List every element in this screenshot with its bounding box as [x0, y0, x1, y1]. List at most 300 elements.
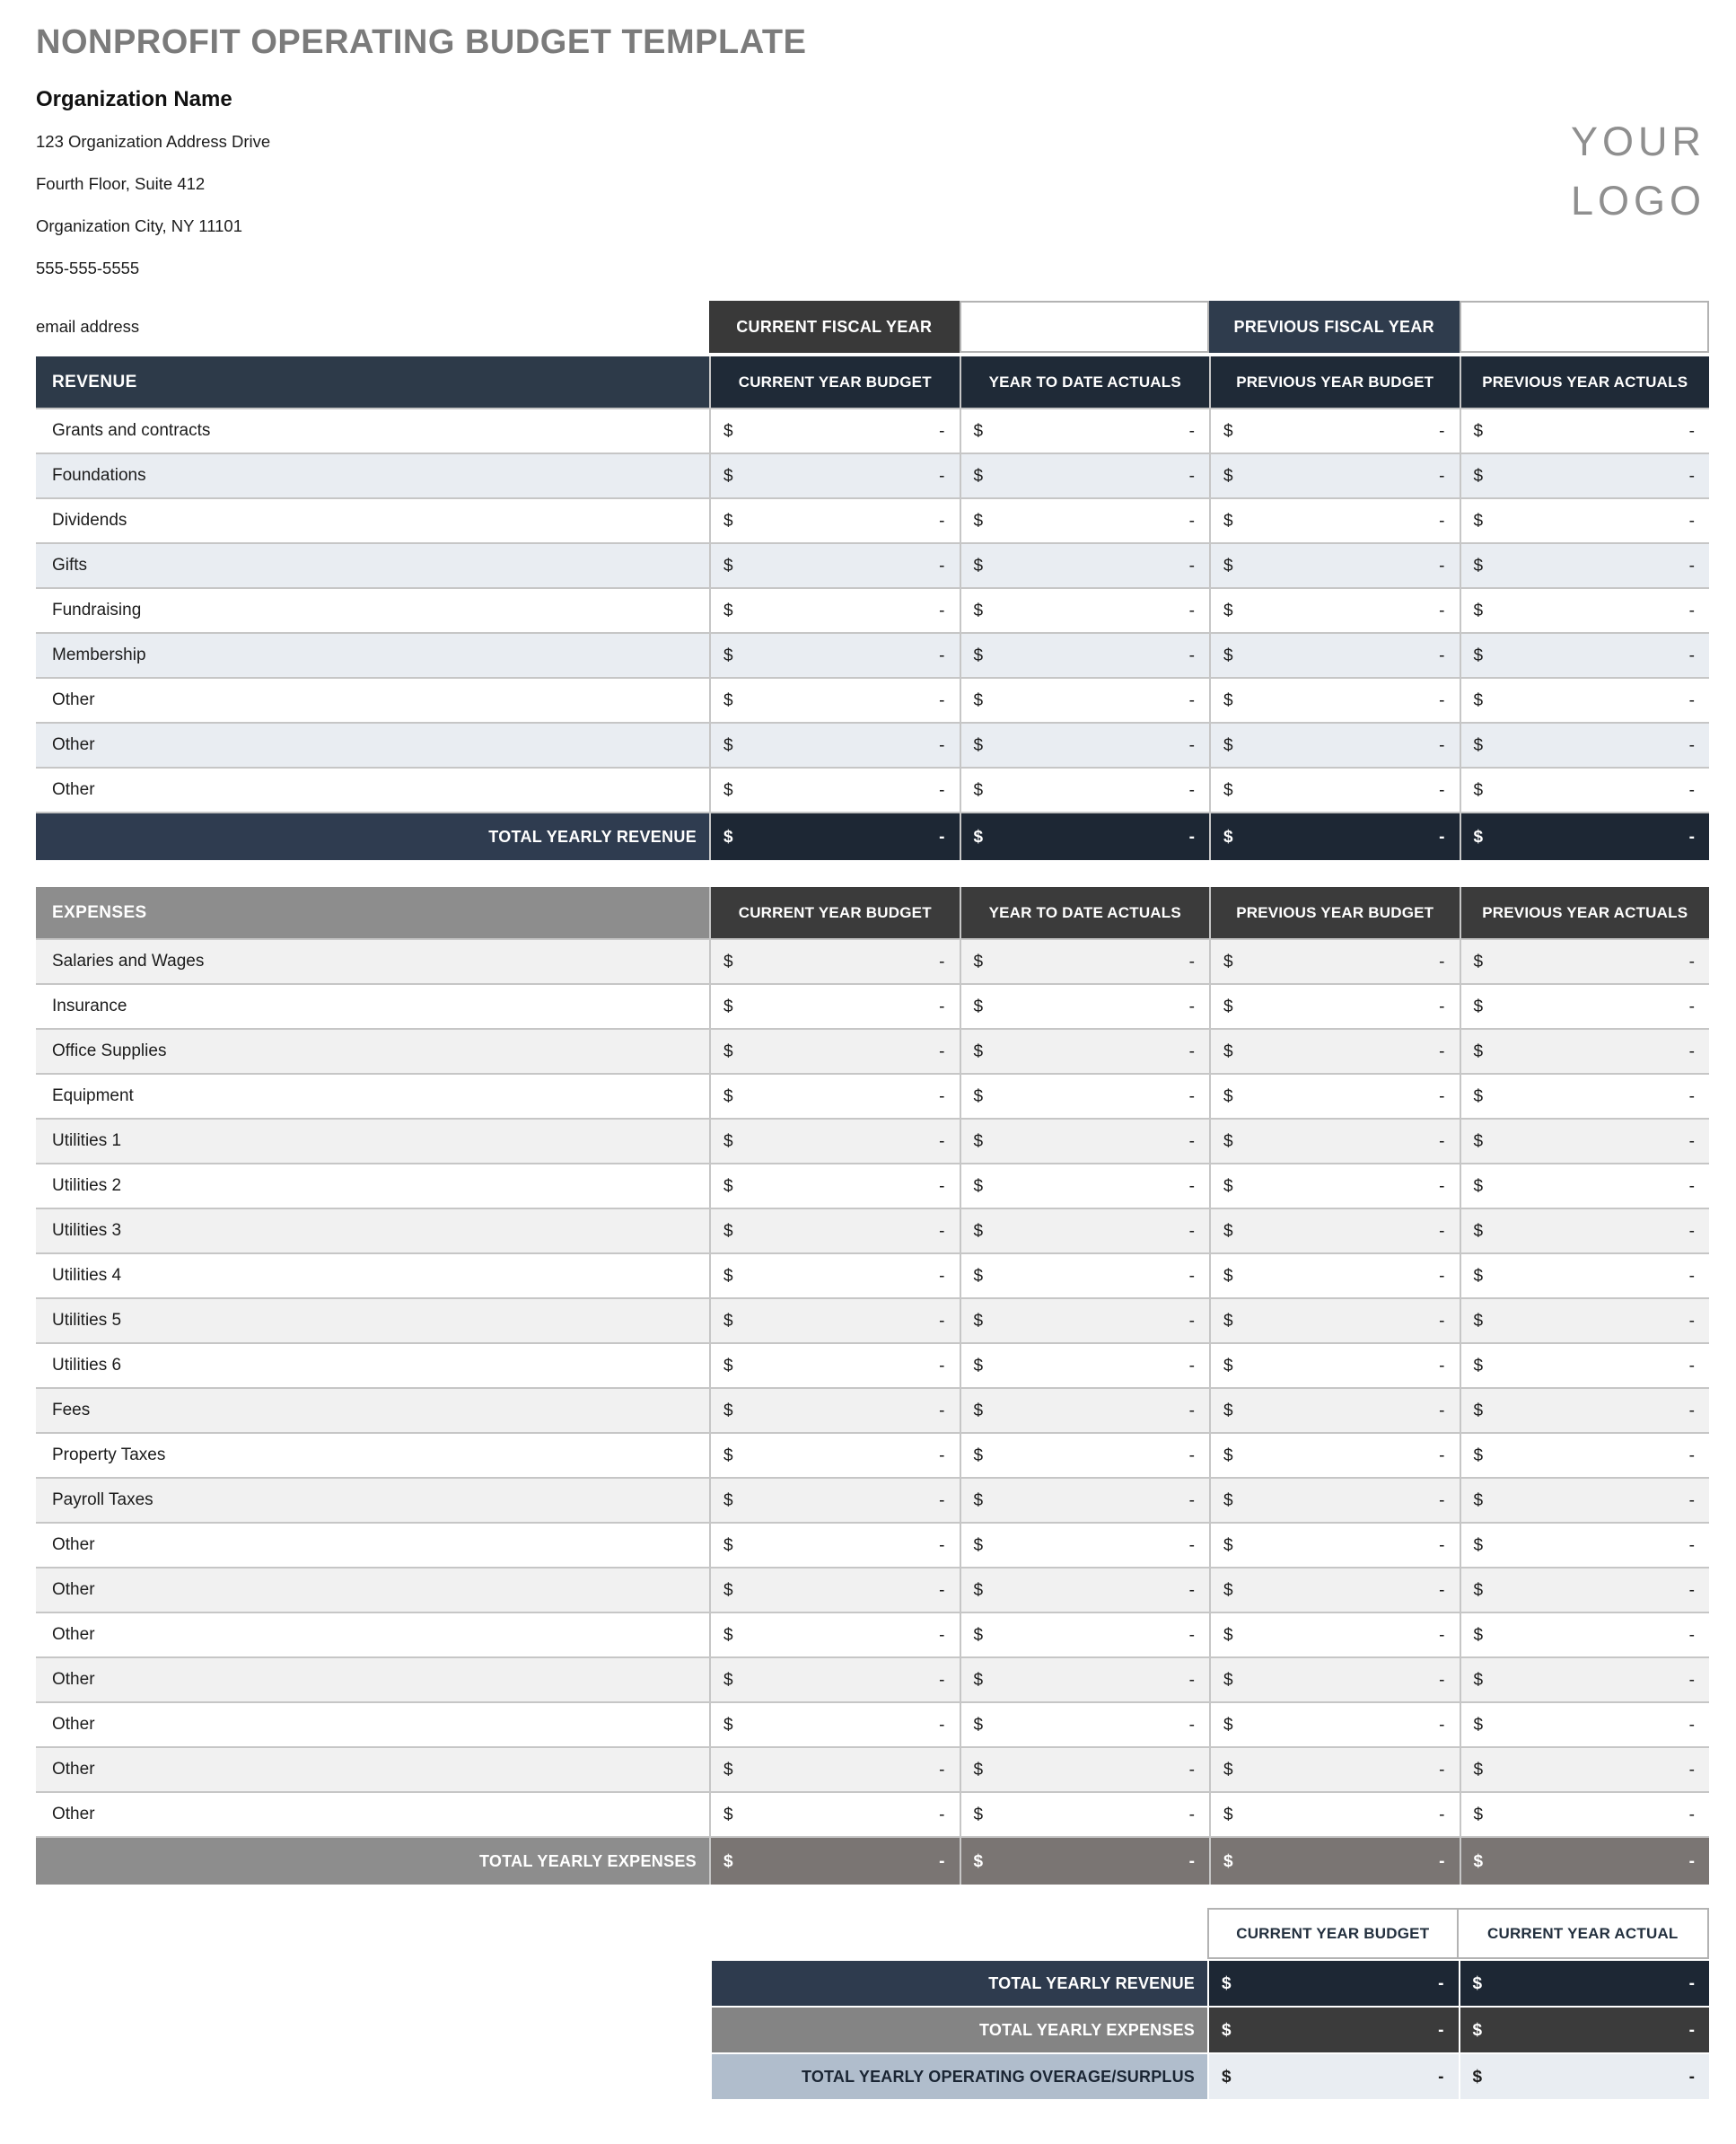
- amount-cell[interactable]: [709, 1703, 960, 1746]
- empty-amount: -: [939, 1176, 945, 1196]
- currency-symbol: $: [1473, 1176, 1484, 1196]
- amount-cell[interactable]: [1460, 769, 1710, 812]
- total-amount-cell: [1460, 1838, 1710, 1885]
- currency-symbol: $: [973, 1445, 984, 1465]
- amount-cell[interactable]: [960, 1479, 1210, 1522]
- amount-cell[interactable]: [709, 1793, 960, 1836]
- amount-cell[interactable]: [1209, 1164, 1460, 1208]
- total-amount-cell: [1460, 813, 1710, 860]
- currency-symbol: $: [1473, 1086, 1484, 1106]
- row-label: Utilities 3: [52, 1221, 122, 1240]
- amount-cell[interactable]: [960, 1434, 1210, 1477]
- amount-cell[interactable]: [709, 1254, 960, 1297]
- empty-amount: -: [1688, 421, 1695, 441]
- row-label: Office Supplies: [52, 1041, 167, 1060]
- empty-amount: -: [939, 1851, 945, 1871]
- amount-cell[interactable]: [709, 634, 960, 677]
- currency-symbol: $: [723, 952, 733, 971]
- amount-cell[interactable]: [1209, 769, 1460, 812]
- amount-cell[interactable]: [1460, 1568, 1710, 1612]
- amount-cell[interactable]: [960, 769, 1210, 812]
- currency-symbol: $: [1473, 1445, 1484, 1465]
- total-amount-cell: [1459, 2054, 1710, 2099]
- amount-cell[interactable]: [960, 985, 1210, 1028]
- amount-cell[interactable]: [960, 1703, 1210, 1746]
- currency-symbol: $: [1223, 1401, 1233, 1420]
- empty-amount: -: [1188, 1401, 1195, 1420]
- currency-symbol: $: [1223, 1670, 1233, 1690]
- currency-symbol: $: [973, 1670, 984, 1690]
- currency-symbol: $: [1473, 1311, 1484, 1331]
- summary-column-header: CURRENT YEAR BUDGET: [1207, 1908, 1459, 1959]
- currency-symbol: $: [1223, 1221, 1233, 1241]
- currency-symbol: $: [1223, 997, 1233, 1016]
- empty-amount: -: [1439, 735, 1445, 755]
- amount-cell[interactable]: [1209, 1075, 1460, 1118]
- amount-cell[interactable]: [1209, 724, 1460, 767]
- currency-symbol: $: [1472, 2020, 1483, 2040]
- amount-cell[interactable]: [709, 1568, 960, 1612]
- currency-symbol: $: [1223, 1490, 1233, 1510]
- amount-cell[interactable]: [960, 1793, 1210, 1836]
- empty-amount: -: [939, 952, 945, 971]
- amount-cell[interactable]: [960, 1568, 1210, 1612]
- amount-cell[interactable]: [1460, 1120, 1710, 1163]
- currency-symbol: $: [973, 1266, 984, 1286]
- empty-amount: -: [939, 1760, 945, 1779]
- amount-cell[interactable]: [960, 940, 1210, 983]
- currency-symbol: $: [973, 646, 984, 665]
- currency-symbol: $: [1223, 601, 1233, 620]
- summary-table: [712, 1908, 1709, 2099]
- empty-amount: -: [939, 466, 945, 486]
- column-header: PREVIOUS YEAR BUDGET: [1209, 887, 1460, 938]
- row-label: Other: [52, 735, 95, 754]
- amount-cell[interactable]: [1460, 1524, 1710, 1567]
- amount-cell[interactable]: [1460, 634, 1710, 677]
- amount-cell[interactable]: [1460, 1030, 1710, 1073]
- expense-row: [36, 1567, 1709, 1612]
- currency-symbol: $: [723, 1221, 733, 1241]
- empty-amount: -: [1439, 466, 1445, 486]
- empty-amount: -: [1688, 827, 1695, 847]
- empty-amount: -: [1439, 601, 1445, 620]
- amount-cell[interactable]: [1460, 1164, 1710, 1208]
- empty-amount: -: [1688, 1670, 1695, 1690]
- amount-cell[interactable]: [1209, 1524, 1460, 1567]
- currency-symbol: $: [1223, 1131, 1233, 1151]
- row-label: Utilities 6: [52, 1356, 122, 1375]
- amount-cell[interactable]: [960, 1344, 1210, 1387]
- amount-cell[interactable]: [960, 1209, 1210, 1252]
- empty-amount: -: [1688, 1445, 1695, 1465]
- amount-cell[interactable]: [1460, 1299, 1710, 1342]
- currency-symbol: $: [723, 1535, 733, 1555]
- amount-cell[interactable]: [1209, 1209, 1460, 1252]
- row-label: Other: [52, 1580, 95, 1599]
- expenses-section-label: EXPENSES: [36, 887, 709, 938]
- amount-cell[interactable]: [1460, 544, 1710, 587]
- expense-row: [36, 1477, 1709, 1522]
- amount-cell[interactable]: [1209, 409, 1460, 453]
- revenue-row: [36, 497, 1709, 542]
- revenue-section-label: REVENUE: [36, 356, 709, 408]
- amount-cell[interactable]: [1460, 1479, 1710, 1522]
- amount-cell[interactable]: [1209, 1613, 1460, 1656]
- empty-amount: -: [1439, 1535, 1445, 1555]
- amount-cell[interactable]: [960, 409, 1210, 453]
- empty-amount: -: [939, 690, 945, 710]
- amount-cell[interactable]: [1209, 1120, 1460, 1163]
- amount-cell[interactable]: [960, 1748, 1210, 1791]
- amount-cell[interactable]: [1209, 1344, 1460, 1387]
- empty-amount: -: [939, 1266, 945, 1286]
- currency-symbol: $: [1473, 601, 1484, 620]
- column-header: CURRENT YEAR BUDGET: [709, 356, 960, 408]
- currency-symbol: $: [1473, 735, 1484, 755]
- column-header: YEAR TO DATE ACTUALS: [960, 356, 1210, 408]
- empty-amount: -: [1439, 421, 1445, 441]
- currency-symbol: $: [723, 421, 733, 441]
- amount-cell[interactable]: [1460, 1703, 1710, 1746]
- amount-cell[interactable]: [709, 1120, 960, 1163]
- expense-row: [36, 1252, 1709, 1297]
- empty-amount: -: [1688, 1356, 1695, 1375]
- total-amount-cell: [960, 813, 1210, 860]
- row-label: Membership: [52, 646, 146, 664]
- amount-cell[interactable]: [960, 1164, 1210, 1208]
- empty-amount: -: [1439, 1805, 1445, 1824]
- expense-row: [36, 1522, 1709, 1567]
- currency-symbol: $: [1222, 2067, 1232, 2087]
- currency-symbol: $: [723, 690, 733, 710]
- currency-symbol: $: [1473, 690, 1484, 710]
- empty-amount: -: [1188, 1221, 1195, 1241]
- currency-symbol: $: [723, 780, 733, 800]
- amount-cell[interactable]: [960, 724, 1210, 767]
- amount-cell[interactable]: [709, 1748, 960, 1791]
- amount-cell[interactable]: [709, 679, 960, 722]
- empty-amount: -: [1688, 1131, 1695, 1151]
- currency-symbol: $: [723, 827, 733, 847]
- amount-cell[interactable]: [1209, 985, 1460, 1028]
- currency-symbol: $: [1473, 997, 1484, 1016]
- amount-cell[interactable]: [709, 1658, 960, 1701]
- expenses-total-label: TOTAL YEARLY EXPENSES: [36, 1838, 709, 1885]
- empty-amount: -: [1688, 1086, 1695, 1106]
- amount-cell[interactable]: [960, 589, 1210, 632]
- empty-amount: -: [1688, 1851, 1695, 1871]
- amount-cell[interactable]: [1460, 409, 1710, 453]
- empty-amount: -: [1188, 421, 1195, 441]
- empty-amount: -: [1688, 1266, 1695, 1286]
- amount-cell[interactable]: [709, 985, 960, 1028]
- expense-row: [36, 1163, 1709, 1208]
- currency-symbol: $: [723, 1490, 733, 1510]
- row-label: Gifts: [52, 556, 88, 575]
- org-address-line3: Organization City, NY 11101: [36, 216, 243, 235]
- revenue-row: [36, 587, 1709, 632]
- currency-symbol: $: [723, 735, 733, 755]
- empty-amount: -: [1688, 1760, 1695, 1779]
- empty-amount: -: [939, 1356, 945, 1375]
- amount-cell[interactable]: [960, 499, 1210, 542]
- empty-amount: -: [939, 1805, 945, 1824]
- empty-amount: -: [939, 735, 945, 755]
- amount-cell[interactable]: [709, 1299, 960, 1342]
- amount-cell[interactable]: [960, 1524, 1210, 1567]
- row-label: Utilities 4: [52, 1266, 122, 1285]
- amount-cell[interactable]: [709, 724, 960, 767]
- amount-cell[interactable]: [709, 589, 960, 632]
- amount-cell[interactable]: [1209, 1299, 1460, 1342]
- empty-amount: -: [1188, 1490, 1195, 1510]
- amount-cell[interactable]: [1209, 499, 1460, 542]
- currency-symbol: $: [1222, 2020, 1232, 2040]
- total-amount-cell: [1209, 813, 1460, 860]
- row-label: Fundraising: [52, 601, 142, 619]
- revenue-row: [36, 632, 1709, 677]
- empty-amount: -: [1688, 1490, 1695, 1510]
- currency-symbol: $: [973, 735, 984, 755]
- currency-symbol: $: [1223, 1851, 1233, 1871]
- amount-cell[interactable]: [709, 940, 960, 983]
- amount-cell[interactable]: [1209, 940, 1460, 983]
- amount-cell[interactable]: [1460, 1434, 1710, 1477]
- row-label: Grants and contracts: [52, 421, 211, 440]
- amount-cell[interactable]: [1209, 1389, 1460, 1432]
- amount-cell[interactable]: [1209, 1254, 1460, 1297]
- amount-cell[interactable]: [1460, 985, 1710, 1028]
- row-label: Other: [52, 1625, 95, 1644]
- total-amount-cell: [1207, 2054, 1459, 2099]
- org-header: [36, 87, 1709, 278]
- empty-amount: -: [939, 1131, 945, 1151]
- amount-cell[interactable]: [960, 1658, 1210, 1701]
- amount-cell[interactable]: [1209, 1748, 1460, 1791]
- expense-row: [36, 1028, 1709, 1073]
- empty-amount: -: [1688, 1805, 1695, 1824]
- currency-symbol: $: [723, 1851, 733, 1871]
- empty-amount: -: [939, 1401, 945, 1420]
- amount-cell[interactable]: [709, 1030, 960, 1073]
- empty-amount: -: [1439, 1221, 1445, 1241]
- org-email-label: email address: [36, 317, 140, 336]
- amount-cell[interactable]: [960, 634, 1210, 677]
- amount-cell[interactable]: [1460, 940, 1710, 983]
- amount-cell[interactable]: [1209, 1703, 1460, 1746]
- amount-cell[interactable]: [960, 1120, 1210, 1163]
- amount-cell[interactable]: [1460, 1658, 1710, 1701]
- empty-amount: -: [1439, 1176, 1445, 1196]
- amount-cell[interactable]: [960, 544, 1210, 587]
- expenses-table: [36, 887, 1709, 1885]
- empty-amount: -: [1439, 1490, 1445, 1510]
- empty-amount: -: [1439, 1041, 1445, 1061]
- empty-amount: -: [1688, 1715, 1695, 1735]
- amount-cell[interactable]: [709, 544, 960, 587]
- amount-cell[interactable]: [1460, 499, 1710, 542]
- amount-cell[interactable]: [1209, 544, 1460, 587]
- amount-cell[interactable]: [709, 1209, 960, 1252]
- logo-placeholder: [1571, 112, 1705, 231]
- empty-amount: -: [1188, 1266, 1195, 1286]
- currency-symbol: $: [1223, 466, 1233, 486]
- empty-amount: -: [939, 780, 945, 800]
- currency-symbol: $: [1473, 511, 1484, 531]
- row-label: Other: [52, 1670, 95, 1689]
- amount-cell[interactable]: [1209, 1793, 1460, 1836]
- amount-cell[interactable]: [1209, 589, 1460, 632]
- row-label: Dividends: [52, 511, 127, 530]
- amount-cell[interactable]: [1460, 1344, 1710, 1387]
- currency-symbol: $: [1223, 421, 1233, 441]
- amount-cell[interactable]: [960, 1299, 1210, 1342]
- total-amount-cell: [960, 1838, 1210, 1885]
- amount-cell[interactable]: [1460, 1748, 1710, 1791]
- empty-amount: -: [1688, 1401, 1695, 1420]
- empty-amount: -: [1439, 1625, 1445, 1645]
- empty-amount: -: [1439, 646, 1445, 665]
- amount-cell[interactable]: [960, 679, 1210, 722]
- empty-amount: -: [939, 1580, 945, 1600]
- empty-amount: -: [1688, 1625, 1695, 1645]
- currency-symbol: $: [1473, 780, 1484, 800]
- empty-amount: -: [1439, 827, 1445, 847]
- amount-cell[interactable]: [1460, 589, 1710, 632]
- empty-amount: -: [1439, 1715, 1445, 1735]
- amount-cell[interactable]: [709, 1434, 960, 1477]
- amount-cell[interactable]: [1460, 1254, 1710, 1297]
- row-label: Other: [52, 1805, 95, 1823]
- total-amount-cell: [1207, 2008, 1459, 2052]
- amount-cell[interactable]: [709, 499, 960, 542]
- currency-symbol: $: [1223, 1580, 1233, 1600]
- empty-amount: -: [939, 421, 945, 441]
- currency-symbol: $: [723, 466, 733, 486]
- empty-amount: -: [1688, 1176, 1695, 1196]
- amount-cell[interactable]: [1460, 1793, 1710, 1836]
- empty-amount: -: [1188, 690, 1195, 710]
- amount-cell[interactable]: [960, 1613, 1210, 1656]
- empty-amount: -: [1188, 1715, 1195, 1735]
- amount-cell[interactable]: [709, 1613, 960, 1656]
- empty-amount: -: [1439, 1266, 1445, 1286]
- empty-amount: -: [1688, 952, 1695, 971]
- amount-cell[interactable]: [1209, 1434, 1460, 1477]
- amount-cell[interactable]: [1209, 1479, 1460, 1522]
- amount-cell[interactable]: [1209, 634, 1460, 677]
- amount-cell[interactable]: [1460, 1209, 1710, 1252]
- currency-symbol: $: [1223, 690, 1233, 710]
- amount-cell[interactable]: [709, 1524, 960, 1567]
- amount-cell[interactable]: [1209, 1658, 1460, 1701]
- currency-symbol: $: [723, 556, 733, 576]
- empty-amount: -: [1439, 1086, 1445, 1106]
- amount-cell[interactable]: [709, 1389, 960, 1432]
- currency-symbol: $: [1473, 421, 1484, 441]
- currency-symbol: $: [1223, 1445, 1233, 1465]
- empty-amount: -: [1439, 1580, 1445, 1600]
- logo-line2: LOGO: [1570, 178, 1705, 224]
- amount-cell[interactable]: [709, 1164, 960, 1208]
- currency-symbol: $: [1223, 1311, 1233, 1331]
- expense-row: [36, 1073, 1709, 1118]
- currency-symbol: $: [973, 997, 984, 1016]
- empty-amount: -: [1188, 1311, 1195, 1331]
- currency-symbol: $: [1473, 1221, 1484, 1241]
- amount-cell[interactable]: [1209, 1568, 1460, 1612]
- amount-cell[interactable]: [1460, 724, 1710, 767]
- currency-symbol: $: [723, 997, 733, 1016]
- amount-cell[interactable]: [709, 409, 960, 453]
- amount-cell[interactable]: [960, 1030, 1210, 1073]
- summary-revenue-row: [712, 1961, 1709, 2006]
- amount-cell[interactable]: [960, 1075, 1210, 1118]
- amount-cell[interactable]: [960, 1389, 1210, 1432]
- amount-cell[interactable]: [1460, 679, 1710, 722]
- amount-cell[interactable]: [1209, 454, 1460, 497]
- empty-amount: -: [1688, 1041, 1695, 1061]
- previous-fiscal-year-input[interactable]: [1460, 301, 1710, 353]
- expense-row: [36, 1656, 1709, 1701]
- empty-amount: -: [1188, 466, 1195, 486]
- currency-symbol: $: [1473, 1490, 1484, 1510]
- currency-symbol: $: [1223, 1356, 1233, 1375]
- currency-symbol: $: [1223, 1715, 1233, 1735]
- total-amount-cell: [709, 1838, 960, 1885]
- empty-amount: -: [1688, 556, 1695, 576]
- currency-symbol: $: [973, 556, 984, 576]
- currency-symbol: $: [1473, 1266, 1484, 1286]
- empty-amount: -: [1188, 1086, 1195, 1106]
- empty-amount: -: [1188, 1851, 1195, 1871]
- empty-amount: -: [1688, 601, 1695, 620]
- amount-cell[interactable]: [1209, 679, 1460, 722]
- empty-amount: -: [939, 1625, 945, 1645]
- amount-cell[interactable]: [1460, 454, 1710, 497]
- empty-amount: -: [939, 1490, 945, 1510]
- fiscal-year-band: [36, 301, 1709, 353]
- currency-symbol: $: [973, 1851, 984, 1871]
- amount-cell[interactable]: [709, 1344, 960, 1387]
- empty-amount: -: [1439, 997, 1445, 1016]
- empty-amount: -: [1188, 556, 1195, 576]
- currency-symbol: $: [1223, 735, 1233, 755]
- row-label: Equipment: [52, 1086, 134, 1105]
- current-fiscal-year-input[interactable]: [960, 301, 1210, 353]
- empty-amount: -: [939, 1041, 945, 1061]
- amount-cell[interactable]: [1209, 1030, 1460, 1073]
- amount-cell[interactable]: [709, 1075, 960, 1118]
- currency-symbol: $: [973, 466, 984, 486]
- amount-cell[interactable]: [960, 454, 1210, 497]
- amount-cell[interactable]: [1460, 1389, 1710, 1432]
- expense-row: [36, 938, 1709, 983]
- amount-cell[interactable]: [1460, 1075, 1710, 1118]
- amount-cell[interactable]: [709, 454, 960, 497]
- amount-cell[interactable]: [709, 1479, 960, 1522]
- amount-cell[interactable]: [1460, 1613, 1710, 1656]
- amount-cell[interactable]: [960, 1254, 1210, 1297]
- empty-amount: -: [1438, 2067, 1444, 2087]
- row-label: Utilities 5: [52, 1311, 122, 1330]
- row-label: Other: [52, 1760, 95, 1779]
- amount-cell[interactable]: [709, 769, 960, 812]
- expense-row: [36, 1297, 1709, 1342]
- empty-amount: -: [1188, 1445, 1195, 1465]
- empty-amount: -: [1188, 646, 1195, 665]
